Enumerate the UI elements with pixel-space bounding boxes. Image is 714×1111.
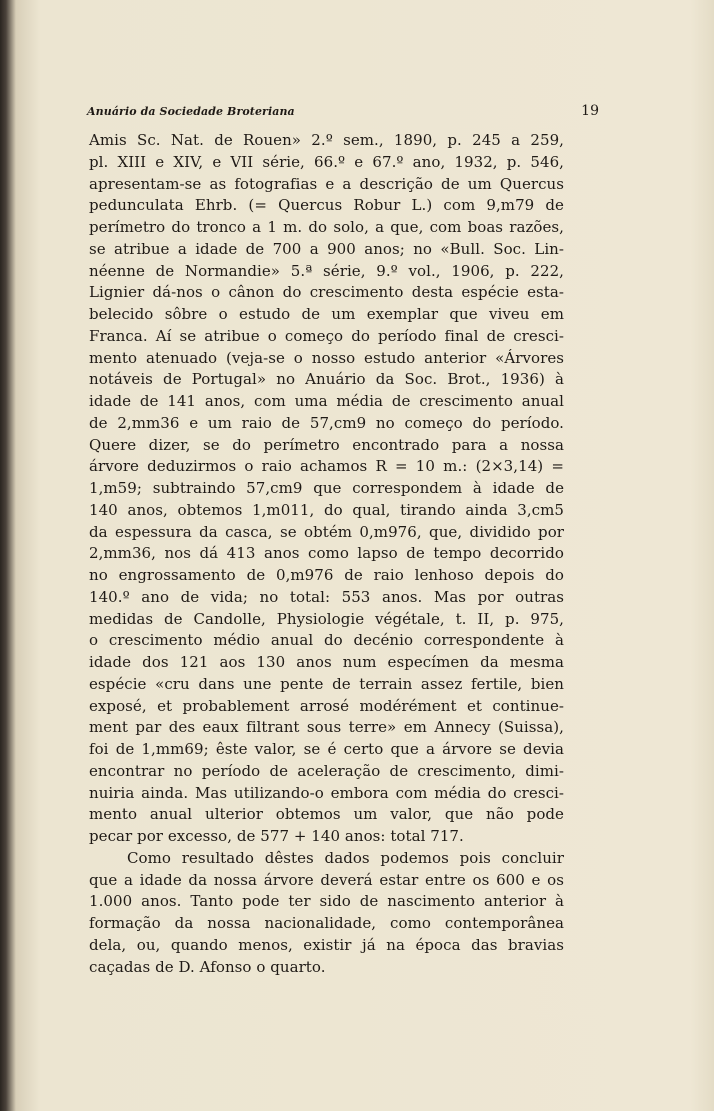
text-line: 1.000 anos. Tanto pode ter sido de nascimento anterior à [89,892,564,911]
text-line: Lignier dá-nos o cânon do crescimento desta espécie esta- [89,283,564,302]
text-line: 2,mm36, nos dá 413 anos como lapso de tempo decorrido [89,544,564,563]
text-line: notáveis de Portugal» no Anuário da Soc. Brot., 1936) à [89,370,564,389]
text-line: se atribue a idade de 700 a 900 anos; no «Bull. Soc. Lin- [89,239,564,258]
text-line: néenne de Normandie» 5.ª série, 9.º vol., 1906, p. 222, [89,261,564,280]
text-line: medidas de Candolle, Physiologie végétale, t. II, p. 975, [89,609,564,628]
text-line: nuiria ainda. Mas utilizando-o embora com média do cresci- [89,783,564,802]
text-line: mento atenuado (veja-se o nosso estudo anterior «Árvores [89,348,564,367]
text-line: Quere dizer, se do perímetro encontrado para a nossa [89,435,564,454]
text-line: apresentam-se as fotografias e a descrição de um Quercus [89,174,564,193]
text-line: formação da nossa nacionalidade, como contemporânea [89,914,564,932]
running-head [87,104,599,124]
text-line: pecar por excesso, de 577 + 140 anos: total 717. [89,827,464,845]
text-line: dela, ou, quando menos, existir já na época das bravias [89,935,564,954]
text-line: ment par des eaux filtrant sous terre» em Annecy (Suissa), [89,718,564,737]
text-line: idade de 141 anos, com uma média de crescimento anual [89,392,564,410]
text-line: mento anual ulterior obtemos um valor, que não pode [89,805,564,824]
text-line: pedunculata Ehrb. (= Quercus Robur L.) com 9,m79 de [89,196,564,215]
text-line: que a idade da nossa árvore deverá estar entre os 600 e os [89,870,564,889]
text-line: foi de 1,mm69; êste valor, se é certo que a árvore se devia [89,740,564,758]
text-line: pl. XIII e XIV, e VII série, 66.º e 67.º ano, 1932, p. 546, [89,152,564,171]
text-line: espécie «cru dans une pente de terrain assez fertile, bien [89,674,564,693]
text-line: Como resultado dêstes dados podemos pois concluir [127,848,564,867]
text-line: de 2,mm36 e um raio de 57,cm9 no começo do período. [89,413,564,432]
text-line: no engrossamento de 0,m976 de raio lenhoso depois do [89,566,564,584]
text-line: encontrar no período de aceleração de crescimento, dimi- [89,761,564,780]
text-line: Amis Sc. Nat. de Rouen» 2.º sem., 1890, p. 245 a 259, [89,131,564,149]
text-line: idade dos 121 aos 130 anos num especímen da mesma [89,653,564,671]
text-line: perímetro do tronco a 1 m. do solo, a que, com boas razões, [89,218,564,236]
text-line: caçadas de D. Afonso o quarto. [89,957,326,976]
text-line: exposé, et probablement arrosé modérément et continue- [89,696,564,715]
text-line: 1,m59; subtraindo 57,cm9 que correspondem à idade de [89,479,564,497]
text-line: 140 anos, obtemos 1,m011, do qual, tirando ainda 3,cm5 [89,500,564,519]
text-line: da espessura da casca, se obtém 0,m976, que, dividido por [89,522,564,541]
running-title: Anuário da Sociedade Broteriana [87,105,295,118]
text-line: o crescimento médio anual do decénio correspondente à [89,631,564,650]
text-line: belecido sôbre o estudo de um exemplar que viveu em [89,305,564,323]
text-line: árvore deduzirmos o raio achamos R = 10 m.: (2×3,14) = [89,457,564,476]
page-number: 19 [581,103,599,119]
text-line: 140.º ano de vida; no total: 553 anos. Mas por outras [89,587,564,606]
body-text [89,130,564,980]
text-line: Franca. Aí se atribue o começo do período final de cresci- [89,326,564,345]
